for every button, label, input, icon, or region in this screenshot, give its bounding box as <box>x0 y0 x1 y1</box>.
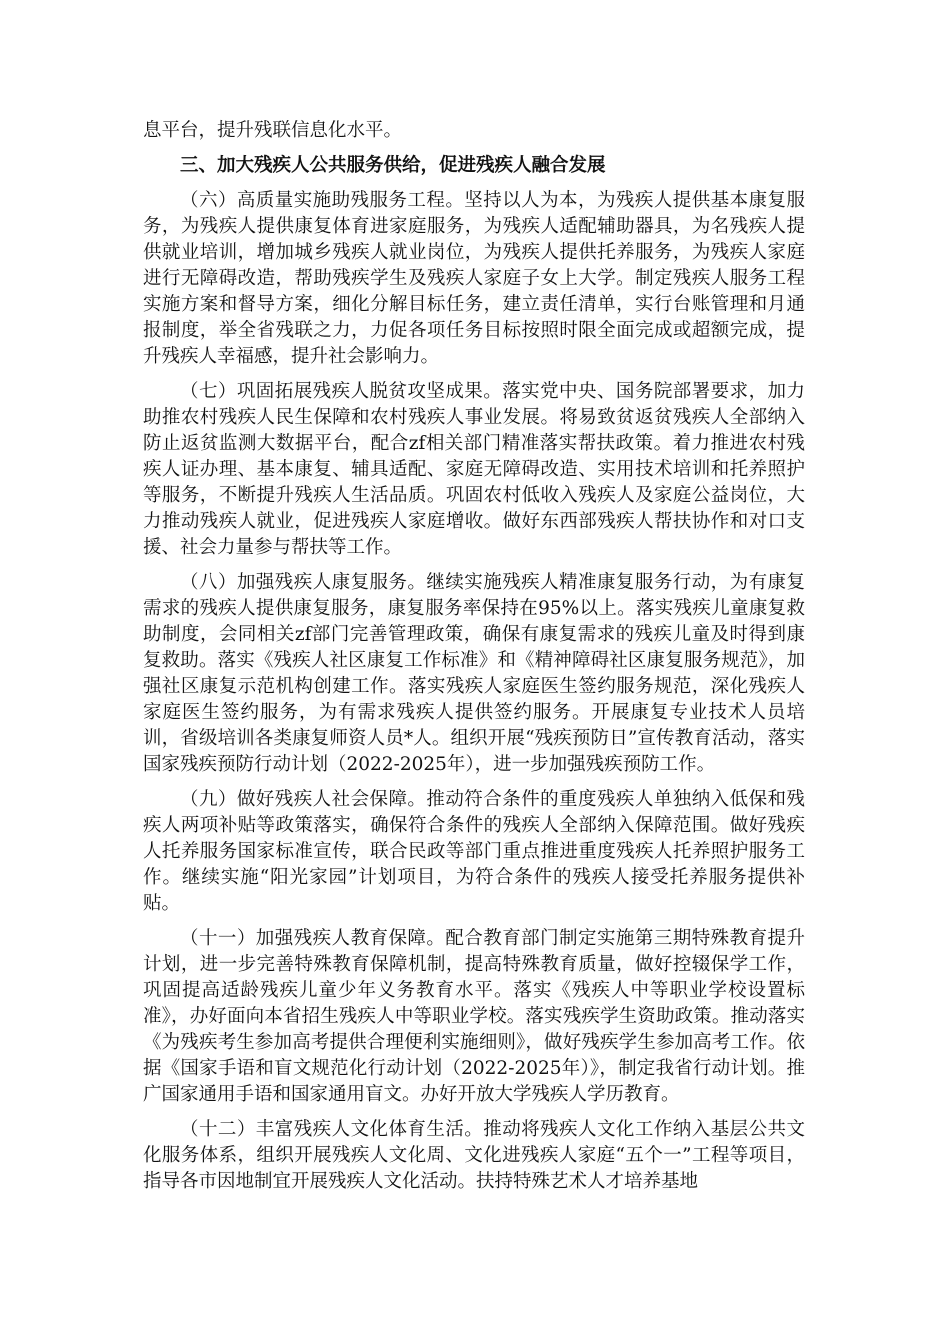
document-page <box>143 118 805 1204</box>
paragraph-6: （六）高质量实施助残服务工程。坚持以人为本，为残疾人提供基本康复服务，为残疾人提供康复体育进家庭服务，为残疾人适配辅助器具，为名残疾人提供就业培训，增加城乡残疾人就业岗位，为残疾人提供托养服务，为残疾人家庭进行无障碍改造，帮助残疾学生及残疾人家庭子女上大学。制定残疾人服务工程实施方案和督导方案，细化分解目标任务，建立责任清单，实行台账管理和月通报制度，举全省残联之力，力促各项任务目标按照时限全面完成或超额完成，提升残疾人幸福感，提升社会影响力。 <box>143 190 805 367</box>
paragraph-9: （九）做好残疾人社会保障。推动符合条件的重度残疾人单独纳入低保和残疾人两项补贴等政策落实，确保符合条件的残疾人全部纳入保障范围。做好残疾人托养服务国家标准宣传，联合民政等部门重点推进重度残疾人托养照护服务工作。继续实施“阳光家园”计划项目，为符合条件的残疾人接受托养服务提供补贴。 <box>143 789 805 914</box>
paragraph-11: （十一）加强残疾人教育保障。配合教育部门制定实施第三期特殊教育提升计划，进一步完善特殊教育保障机制，提高特殊教育质量，做好控辍保学工作，巩固提高适龄残疾儿童少年义务教育水平。落实《残疾人中等职业学校设置标准》，办好面向本省招生残疾人中等职业学校。落实残疾学生资助政策。推动落实《为残疾考生参加高考提供合理便利实施细则》，做好残疾学生参加高考工作。依据《国家手语和盲文规范化行动计划（2022-2025年）》，制定我省行动计划。推广国家通用手语和国家通用盲文。办好开放大学残疾人学历教育。 <box>143 928 805 1105</box>
paragraph-8: （八）加强残疾人康复服务。继续实施残疾人精准康复服务行动，为有康复需求的残疾人提供康复服务，康复服务率保持在95%以上。落实残疾儿童康复救助制度，会同相关zf部门完善管理政策，确保有康复需求的残疾儿童及时得到康复救助。落实《残疾人社区康复工作标准》和《精神障碍社区康复服务规范》，加强社区康复示范机构创建工作。落实残疾人家庭医生签约服务规范，深化残疾人家庭医生签约服务，为有需求残疾人提供签约服务。开展康复专业技术人员培训，省级培训各类康复师资人员*人。组织开展“残疾预防日”宣传教育活动，落实国家残疾预防行动计划（2022-2025年），进一步加强残疾预防工作。 <box>143 572 805 775</box>
paragraph-12: （十二）丰富残疾人文化体育生活。推动将残疾人文化工作纳入基层公共文化服务体系，组织开展残疾人文化周、文化进残疾人家庭“五个一”工程等项目，指导各市因地制宜开展残疾人文化活动。扶持特殊艺术人才培养基地 <box>143 1119 805 1192</box>
section-heading: 三、加大残疾人公共服务供给，促进残疾人融合发展 <box>180 155 606 176</box>
continuation-text: 息平台，提升残联信息化水平。 <box>143 120 403 141</box>
paragraph-7: （七）巩固拓展残疾人脱贫攻坚成果。落实党中央、国务院部署要求，加力助推农村残疾人民生保障和农村残疾人事业发展。将易致贫返贫残疾人全部纳入防止返贫监测大数据平台，配合zf相关部门精准落实帮扶政策。着力推进农村残疾人证办理、基本康复、辅具适配、家庭无障碍改造、实用技术培训和托养照护等服务，不断提升残疾人生活品质。巩固农村低收入残疾人及家庭公益岗位，大力推动残疾人就业，促进残疾人家庭增收。做好东西部残疾人帮扶协作和对口支援、社会力量参与帮扶等工作。 <box>143 381 805 558</box>
